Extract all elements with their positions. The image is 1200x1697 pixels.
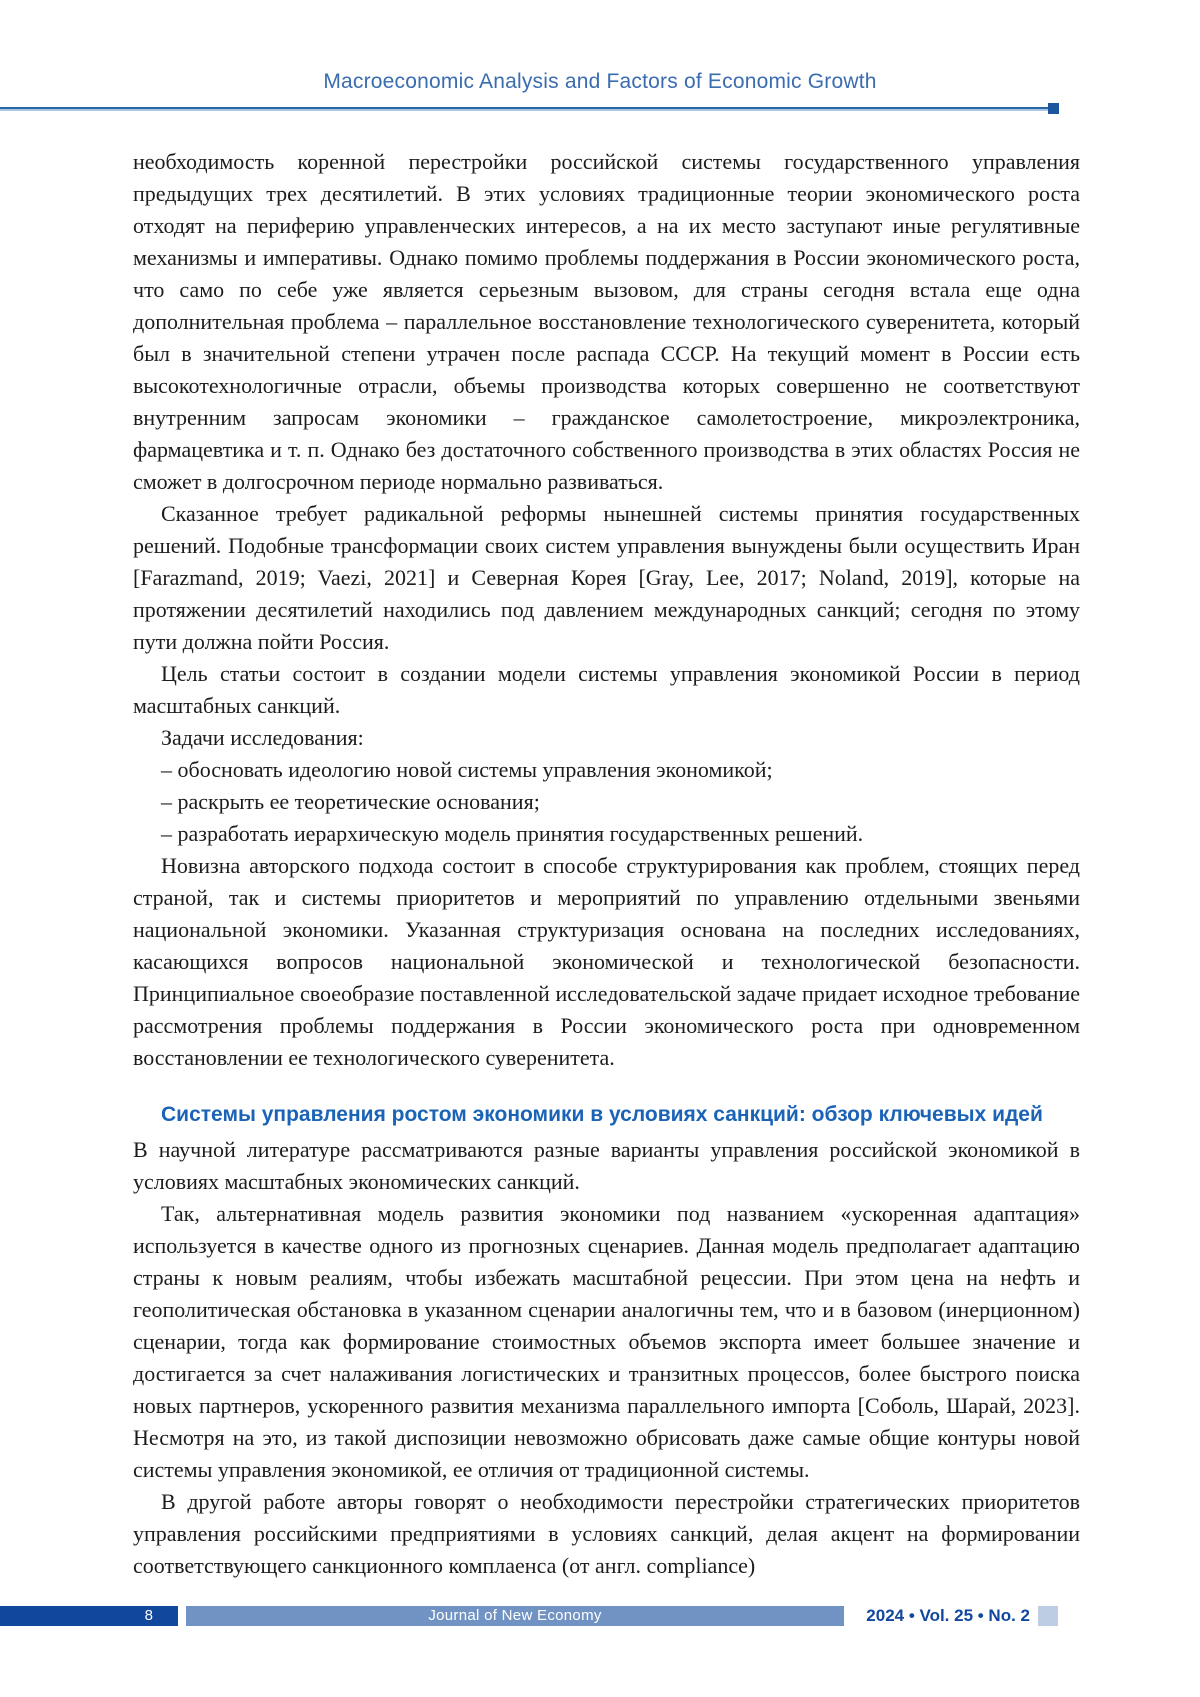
paragraph: Задачи исследования: bbox=[161, 725, 364, 750]
footer-issue-info: 2024 • Vol. 25 • No. 2 bbox=[866, 1606, 1030, 1625]
section-heading: Системы управления ростом экономики в условиях санкций: обзор ключевых идей bbox=[161, 1103, 1043, 1126]
list-item: – разработать иерархическую модель принятия государственных решений. bbox=[161, 821, 864, 846]
paragraph: В другой работе авторы говорят о необходимости перестройки стратегических приоритетов управления российскими предприятиями в условиях санкций, делая акцент на формировании соответствующего санкционного комплаенса (от англ. compliance) bbox=[133, 1489, 1080, 1578]
paragraph: Так, альтернативная модель развития экономики под названием «ускоренная адаптация» используется в качестве одного из прогнозных сценариев. Данная модель предполагает адаптацию страны к новым реалиям, чтобы избежать масштабной рецессии. При этом цена на нефть и геополитическая обстановка в указанном сценарии аналогичны тем, что и в базовом (инерционном) сценарии, тогда как формирование стоимостных объемов экспорта имеет большее значение и достигается за счет налаживания логистических и транзитных процессов, более быстрого поиска новых партнеров, ускоренного развития механизма параллельного импорта [Соболь, Шарай, 2023]. Несмотря на это, из такой диспозиции невозможно обрисовать даже самые общие контуры новой системы управления экономикой, ее отличия от традиционной системы. bbox=[133, 1201, 1080, 1482]
list-item: – обосновать идеологию новой системы управления экономикой; bbox=[161, 757, 773, 782]
list-item: – раскрыть ее теоретические основания; bbox=[161, 789, 540, 814]
footer-page-number: 8 bbox=[0, 1606, 178, 1626]
footer-journal-name: Journal of New Economy bbox=[186, 1606, 844, 1626]
footer-end-square bbox=[1038, 1606, 1058, 1626]
header-rule-end-square bbox=[1048, 103, 1059, 114]
paragraph: необходимость коренной перестройки российской системы государственного управления предыдущих трех десятилетий. В этих условиях традиционные теории экономического роста отходят на периферию управленческих интересов, а на их место заступают иные регулятивные механизмы и императивы. Однако помимо проблемы поддержания в России экономического роста, что само по себе уже является серьезным вызовом, для страны сегодня встала еще одна дополнительная проблема – параллельное восстановление технологического суверенитета, который был в значительной степени утрачен после распада СССР. На текущий момент в России есть высокотехнологичные отрасли, объемы производства которых совершенно не соответствуют внутренним запросам экономики – гражданское самолетостроение, микроэлектроника, фармацевтика и т. п. Однако без достаточного собственного производства в этих областях Россия не сможет в долгосрочном периоде нормально развиваться. bbox=[133, 149, 1080, 494]
paragraph: Сказанное требует радикальной реформы нынешней системы принятия государственных решений. Подобные трансформации своих систем управления вынуждены были осуществить Иран [Farazmand, 2019; Vaezi, 2021] и Северная Корея [Gray, Lee, 2017; Noland, 2019], которые на протяжении десятилетий находились под давлением международных санкций; сегодня по этому пути должна пойти Россия. bbox=[133, 501, 1080, 654]
paragraph: Новизна авторского подхода состоит в способе структурирования как проблем, стоящих перед страной, так и системы приоритетов и мероприятий по управлению отдельными звеньями национальной экономики. Указанная структуризация основана на последних исследованиях, касающихся вопросов национальной экономической и технологической безопасности. Принципиальное своеобразие поставленной исследовательской задаче придает исходное требование рассмотрения проблемы поддержания в России экономического роста при одновременном восстановлении ее технологического суверенитета. bbox=[133, 853, 1080, 1070]
running-head: Macroeconomic Analysis and Factors of Economic Growth bbox=[323, 70, 877, 93]
paragraph: В научной литературе рассматриваются разные варианты управления российской экономикой в условиях масштабных экономических санкций. bbox=[133, 1137, 1080, 1194]
article-body bbox=[133, 146, 1080, 1582]
paragraph: Цель статьи состоит в создании модели системы управления экономикой России в период масштабных санкций. bbox=[133, 661, 1080, 718]
header-rule bbox=[0, 107, 1048, 111]
